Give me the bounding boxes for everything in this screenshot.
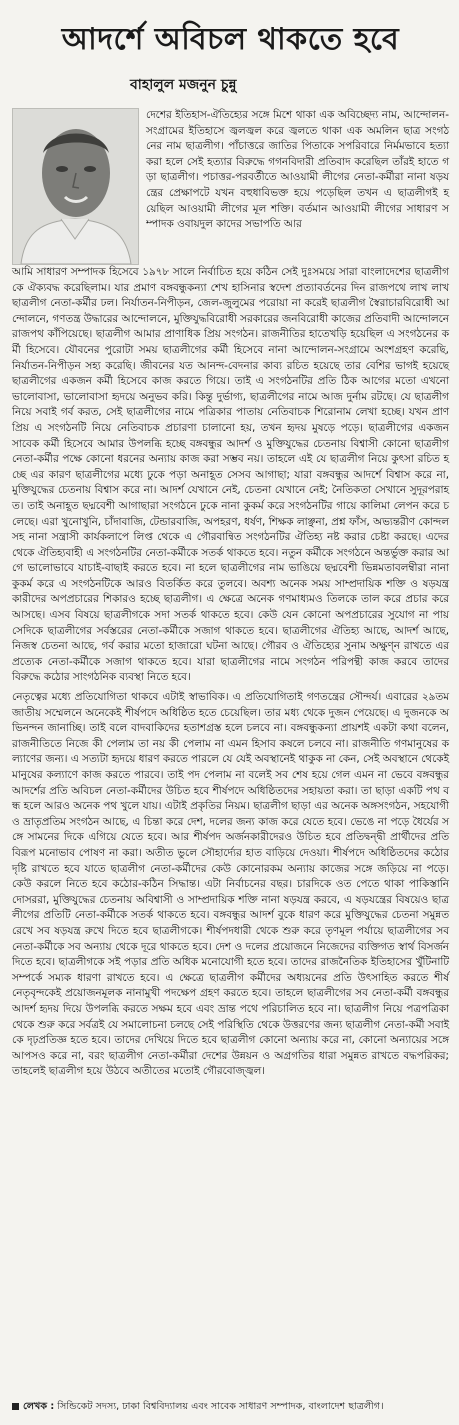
intro-paragraph: দেশের ইতিহাস-ঐতিহ্যের সঙ্গে মিশে থাকা এক অবিচ্ছেদ্য নাম, আন্দোলন-সংগ্রামের ইতিহাসে জ্বলজ্বল করে জ্বলতে থাকা এক অমলিন ছাত্র সংগঠনের নাম ছাত্রলীগ। পাঁচাত্তরে জাতির পিতাকে সপরিবারে নির্মমভাবে হত্যা করা হলে সেই হত্যার বিরুদ্ধে গগনবিদারী প্রতিবাদ করেছিল তাঁরই হাতে গড়া ছাত্রলীগ। পচাত্তর-পরবর্তীতে আওয়ামী লীগের নেতা-কর্মীরা নানা ষড়যন্ত্রের প্রেক্ষাপটে যখন বহুধাবিভক্ত হয়ে পড়েছিল তখন এ ছাত্রলীগই হয়েছিল আওয়ামী লীগের মূল শক্তি। বর্তমান আওয়ামী লীগের সাধারণ সম্পাদক ওবায়দুল কাদের সভাপতি আর: [146, 109, 449, 231]
article-body: [12, 265, 449, 1080]
author-photo: [12, 108, 139, 265]
square-bullet-icon: [12, 1403, 19, 1410]
intro-block: [12, 108, 449, 265]
author-note: [12, 1400, 449, 1413]
article-headline: আদর্শে অবিচল থাকতে হবে: [61, 22, 400, 57]
body-paragraph-1: আমি সাধারণ সম্পাদক হিসেবে ১৯৭৮ সালে নির্বাচিত হয়ে কঠিন সেই দুঃসময়ে সারা বাংলাদেশের ছাত্রলীগকে ঐক্যবদ্ধ করেছিলাম। যার প্রমাণ বঙ্গবন্ধুকন্যা শেখ হাসিনার স্বদেশ প্রত্যাবর্তনের দিন রাজপথে লাখ লাখ ছাত্রলীগ নেতা-কর্মীর ঢল। নির্যাতন-নিপীড়ন, জেল-জুলুমের পরোয়া না করেই ছাত্রলীগ স্বৈরাচারবিরোধী আন্দোলনে, গণতন্ত্র উদ্ধারের আন্দোলনে, মুক্তিযুদ্ধবিরোধী সরকারের জনবিরোধী কাজের প্রতিবাদী আন্দোলনে রাজপথ কাঁপিয়েছে। ছাত্রলীগ আমার প্রাণাধিক প্রিয় সংগঠন। রাজনীতির হাতেখড়ি হয়েছিল এ সংগঠনের কর্মী হিসেবে। যৌবনের পুরোটা সময় ছাত্রলীগের কর্মী হিসেবে নানা আন্দোলন-সংগ্রামে অংশগ্রহণ করেছি, নির্যাতন-নিপীড়ন সহ্য করেছি। জীবনের যত আনন্দ-বেদনার কাব্য রচিত হয়েছে তার বেশির ভাগই হয়েছে ছাত্রলীগের একজন কর্মী হিসেবে কাজ করতে গিয়ে। তাই এ সংগঠনটির প্রতি ঠিক আগের মতো এখনো ভালোবাসা, ভালোবাসা হৃদয়ে অনুভব করি। কিন্তু দুর্ভাগ্য, ছাত্রলীগের নামে আজ দুর্নাম রটছে। যে ছাত্রলীগ নিয়ে সবাই গর্ব করত, সেই ছাত্রলীগের নামে পত্রিকার পাতায় নেতিবাচক শিরোনাম লেখা হচ্ছে। যখন প্রাণপ্রিয় এ সংগঠনটি নিয়ে নেতিবাচক প্রচারণা চালানো হয়, তখন হৃদয় মুষড়ে পড়ে। ছাত্রলীগের একজন সাবেক কর্মী হিসেবে আমার উপলব্ধি হচ্ছে বঙ্গবন্ধুর আদর্শ ও মুক্তিযুদ্ধের চেতনায় বিশ্বাসী কোনো ছাত্রলীগ নেতা-কর্মীর পক্ষে কোনো ধরনের অন্যায় কাজ করা সম্ভব নয়। তাহলে এই যে ছাত্রলীগ নিয়ে কুৎসা রচিত হচ্ছে এর কারণ ছাত্রলীগের মধ্যে ঢুকে পড়া অনাহূত সেসব আগাছা; যারা বঙ্গবন্ধুর আদর্শে বিশ্বাস করে না, মুক্তিযুদ্ধের চেতনায় বিশ্বাস করে না। আদর্শ যেখানে নেই, চেতনা যেখানে নেই; নৈতিকতা সেখানে সুদূরপরাহত। তাই অনাহূত ছদ্মবেশী আগাছারা সংগঠনে ঢুকে নানা কুকর্ম করে সংগঠনটির গায়ে কালিমা লেপন করে চলেছে। এরা খুনোখুনি, চাঁদাবাজি, টেন্ডারবাজি, অপহরণ, ধর্ষণ, শিক্ষক লাঞ্ছনা, প্রশ্ন ফাঁস, অভ্যন্তরীণ কোন্দলসহ নানা সন্ত্রাসী কার্যকলাপে লিপ্ত থেকে এ গৌরবান্বিত সংগঠনটির ঐতিহ্য নষ্ট করার চেষ্টা করছে। এদের থেকে ঐতিহ্যবাহী এ সংগঠনটির নেতা-কর্মীকে সতর্ক থাকতে হবে। নতুন কর্মীকে সংগঠনে অন্তর্ভুক্ত করার আগে ভালোভাবে যাচাই-বাছাই করতে হবে। না হলে ছাত্রলীগের নাম ভাঙিয়ে ছদ্মবেশী ভিন্নমতাবলম্বীরা নানা কুকর্ম করে এ সংগঠনটিকে আরও বিতর্কিত করে তুলবে। অবশ্য অনেক সময় সাম্প্রদায়িক শক্তি ও ষড়যন্ত্রকারীদের অপপ্রচারের শিকারও হচ্ছে ছাত্রলীগ। এ ক্ষেত্রে অনেক গণমাধ্যমও তিলকে তাল করে প্রচার করে আসছে। এসব বিষয়ে ছাত্রলীগকে সদা সতর্ক থাকতে হবে। কেউ যেন কোনো অপপ্রচারের সুযোগ না পায় সেদিকে ছাত্রলীগের সর্বস্তরের নেতা-কর্মীকে সজাগ থাকতে হবে। ছাত্রলীগের ঐতিহ্য আছে, আদর্শ আছে, নিজস্ব চেতনা আছে, গর্ব করার মতো হাজারো ঘটনা আছে। গৌরব ও ঐতিহ্যের সুনাম অক্ষুণ্ন রাখতে এর প্রত্যেক নেতা-কর্মীকে সজাগ থাকতে হবে। যারা ছাত্রলীগের নামে সংগঠন পরিপন্থী কাজ করবে তাদের বিরুদ্ধে কঠোর সাংগঠনিক ব্যবস্থা নিতে হবে।: [12, 266, 449, 684]
author-note-label: লেখক :: [23, 1401, 55, 1412]
body-paragraph-2: নেতৃত্বের মধ্যে প্রতিযোগিতা থাকবে এটাই স্বাভাবিক। এ প্রতিযোগিতাই গণতন্ত্রের সৌন্দর্য। এবারের ২৯তম জাতীয় সম্মেলনে অনেকেই শীর্ষপদে অধিষ্ঠিত হতে চেয়েছিল। তার মধ্য থেকে দুজন পেয়েছে। এ দুজনকে অভিনন্দন জানাচ্ছি। তাই বলে বাদবাকিদের হতাশগ্রস্ত হলে চলবে না। বঙ্গবন্ধুকন্যা প্রায়শই একটা কথা বলেন, রাজনীতিতে নিজে কী পেলাম তা নয় কী পেলাম না এমন হিসাব কষলে চলবে না। রাজনীতি গণমানুষের কল্যাণের জন্য। এ সত্যটা হৃদয়ে ধারণ করতে পারলে যে যেই অবস্থানেই থাকুক না কেন, সেই অবস্থানে থেকেই মানুষের কল্যাণে কাজ করতে পারবে। তাই পদ পেলাম না বলেই সব শেষ হয়ে গেল এমন না ভেবে বঙ্গবন্ধুর আদর্শের প্রতি অবিচল নেতা-কর্মীদের উচিত হবে শীর্ষপদে অধিষ্ঠিতদের সহায়তা করা। তা ছাড়া একটি পথ বন্ধ হলে আরও অনেক পথ খুলে যায়। এটাই প্রকৃতির নিয়ম। ছাত্রলীগ ছাড়া এর অনেক অঙ্গসংগঠন, সহযোগী ও ভ্রাতৃপ্রতিম সংগঠন আছে, এ চিন্তা করে দেশ, দলের জন্য কাজ করে যেতে হবে। ভেঙে না পড়ে ধৈর্যের সঙ্গে সামনের দিকে এগিয়ে যেতে হবে। আর শীর্ষপদ অর্জনকারীদেরও উচিত হবে প্রতিদ্বন্দ্বী প্রার্থীদের প্রতি বিরূপ মনোভাব পোষণ না করা। অতীত ভুলে সৌহার্দ্যের হাত বাড়িয়ে দেওয়া। শীর্ষপদে অধিষ্ঠিতদের কঠোর দৃষ্টি রাখতে হবে যাতে ছাত্রলীগ নেতা-কর্মীদের কেউ কোনোরকম অন্যায় কাজের সঙ্গে জড়িয়ে না পড়ে। কেউ করলে নিতে হবে কঠোর-কঠিন সিদ্ধান্ত। এটা নির্বাচনের বছর। চারদিকে ওত পেতে থাকা পাকিস্তানি দোসররা, মুক্তিযুদ্ধের চেতনায় অবিশ্বাসী ও সাম্প্রদায়িক শক্তি নানা ষড়যন্ত্র করবে, এ ষড়যন্ত্রের বিষয়েও ছাত্রলীগের প্রতিটি নেতা-কর্মীকে সতর্ক থাকতে হবে। বঙ্গবন্ধুর আদর্শ বুকে ধারণ করে মুক্তিযুদ্ধের চেতনা সমুন্নত রেখে সব ষড়যন্ত্র রুখে দিতে হবে ছাত্রলীগকে। শীর্ষপদধারী থেকে শুরু করে তৃণমূল পর্যায়ে ছাত্রলীগের সব নেতা-কর্মীকে সব অন্যায় থেকে দূরে থাকতে হবে। দেশ ও দলের প্রয়োজনে নিজেদের ব্যক্তিগত স্বার্থ বিসর্জন দিতে হবে। ছাত্রলীগকে সই পড়ার প্রতি অধিক মনোযোগী হতে হবে। তাদের রাজনৈতিক ইতিহাসের খুঁটিনাটি সম্পর্কে সম্যক ধারণা রাখতে হবে। এ ক্ষেত্রে ছাত্রলীগ কর্মীদের অধ্যয়নের প্রতি উৎসাহিত করতে শীর্ষ নেতৃবৃন্দকেই প্রয়োজনমূলক নানামুখী পদক্ষেপ গ্রহণ করতে হবে। তাহলে ছাত্রলীগের সব নেতা-কর্মী বঙ্গবন্ধুর আদর্শ হৃদয় দিয়ে উপলব্ধি করতে সক্ষম হবে এবং ভ্রান্ত পথে পরিচালিত হবে না। ছাত্রলীগ নিয়ে পত্রপত্রিকা থেকে শুরু করে সর্বত্রই যে সমালোচনা চলছে সেই পরিস্থিতি থেকে উত্তরণের জন্য ছাত্রলীগ নেতা-কর্মী সবাইকে দৃঢ়প্রতিজ্ঞ হতে হবে। তাদের দেখিয়ে দিতে হবে ছাত্রলীগ কোনো অন্যায় করে না, কোনো অন্যায়ের সঙ্গে আপসও করে না, বরং ছাত্রলীগ নেতা-কর্মীরা দেশের উন্নয়ন ও অগ্রগতির ধারা সমুন্নত রাখতে বদ্ধপরিকর; তাহলেই ছাত্রলীগ হয়ে উঠবে অতীতের মতোই গৌরবোজ্জ্বল।: [12, 691, 449, 1078]
author-note-text: সিন্ডিকেট সদস্য, ঢাকা বিশ্ববিদ্যালয় এবং সাবেক সাধারণ সম্পাদক, বাংলাদেশ ছাত্রলীগ।: [57, 1401, 384, 1412]
author-byline: বাহালুল মজনুন চুন্নু: [130, 77, 237, 93]
